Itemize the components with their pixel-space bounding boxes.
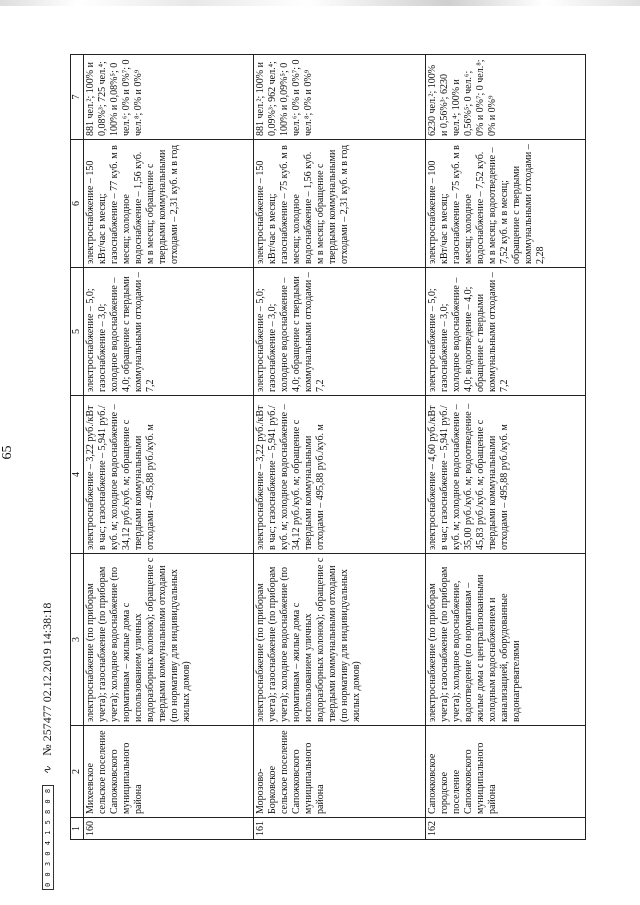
column-header: 7 (71, 55, 84, 140)
row-number: 162 (426, 818, 586, 840)
tariffs-cell: электроснабжение – 3,22 руб./кВт в час; газоснабжение – 5,941 руб./куб. м; холодное водоснабжение – 34,12 руб./куб. м; обращение с твердыми коммунальными отходами – 495,88 руб./куб. м (84, 396, 254, 554)
scan-edge-noise (0, 0, 640, 6)
growth-cell: электроснабжение – 5,0; газоснабжение – 3,0; холодное водоснабжение – 4,0; водоотведение – 4,0; обращение с твердыми коммунальными отходами – 7,2 (426, 268, 586, 396)
document-code: 0 0 3 0 4 1 5 8 0 8 (42, 785, 54, 890)
column-header: 4 (71, 396, 84, 554)
column-header: 6 (71, 140, 84, 268)
services-cell: электроснабжение (по приборам учета); газоснабжение (по приборам учета); холодное водоснабжение, водоотведение (по нормативам – жилые дома с централизованными холодным водоснабжением и канализацией, оборудованные водонагревателями (426, 554, 586, 726)
volumes-cell: электроснабжение – 150 кВт/час в месяц; газоснабжение – 75 куб. м в месяц; холодное водоснабжение – 1,56 куб. м в месяц; обращение с твердыми коммунальными отходами – 2,31 куб. м в год (254, 140, 426, 268)
services-cell: электроснабжение (по приборам учета); газоснабжение (по приборам учета); холодное водоснабжение (по нормативам – жилые дома с использованием уличных водоразборных колонок); обращение с твердыми коммунальными отходами (по нормативу для индивидуальных жилых домов) (254, 554, 426, 726)
population-cell: 881 чел.²; 100% и 0,08%³; 725 чел.⁴; 100% и 0,08%⁵; 0 чел.⁶; 0% и 0%⁷; 0 чел.⁸; 0% и 0%⁹ (84, 55, 254, 140)
population-cell: 881 чел.²; 100% и 0,09%³; 962 чел.⁴; 100% и 0,09%⁵; 0 чел.⁶; 0% и 0%⁷; 0 чел.⁸; 0% и 0%⁹ (254, 55, 426, 140)
municipality-cell: Морозово-Борковское сельское поселение Сапожковского муниципального района (254, 726, 426, 818)
header-row (71, 55, 84, 840)
tariffs-cell: электроснабжение – 4,60 руб./кВт в час; газоснабжение – 5,941 руб./куб. м; холодное водоснабжение – 35,00 руб./куб. м; водоотведение – 45,83 руб./куб. м; обращение с твердыми коммунальными отходами – 495,88 руб./куб. м (426, 396, 586, 554)
page-number: 65 (0, 445, 15, 460)
column-header: 2 (71, 726, 84, 818)
volumes-cell: электроснабжение – 150 кВт/час в месяц; газоснабжение – 77 куб. м в месяц; холодное водоснабжение – 1,56 куб. м в месяц; обращение с твердыми коммунальными отходами – 2,31 куб. м в год (84, 140, 254, 268)
signature-mark: ∿ (42, 765, 54, 775)
tariffs-cell: электроснабжение – 3,22 руб./кВт в час; газоснабжение – 5,941 руб./куб. м; холодное водоснабжение – 34,12 руб./куб. м; обращение с твердыми коммунальными отходами – 495,88 руб./куб. м (254, 396, 426, 554)
municipality-cell: Сапожковское городское поселение Сапожковского муниципального района (426, 726, 586, 818)
document-footer (40, 603, 55, 890)
row-number: 160 (84, 818, 254, 840)
column-header: 3 (71, 554, 84, 726)
growth-cell: электроснабжение – 5,0; газоснабжение – 3,0; холодное водоснабжение – 4,0; обращение с твердыми коммунальными отходами – 7,2 (84, 268, 254, 396)
tariff-table (70, 54, 586, 840)
document-serial: № 257477 02.12.2019 14:38:18 (40, 602, 54, 756)
municipality-cell: Михеевское сельское поселение Сапожковского муниципального района (84, 726, 254, 818)
column-header: 1 (71, 818, 84, 840)
services-cell: электроснабжение (по приборам учета); газоснабжение (по приборам учета); холодное водоснабжение (по нормативам – жилые дома с использованием уличных водоразборных колонок); обращение с твердыми коммунальными отходами (по нормативу для индивидуальных жилых домов) (84, 554, 254, 726)
volumes-cell: электроснабжение – 100 кВт/час в месяц; газоснабжение – 75 куб. м в месяц; холодное водоснабжение – 7,52 куб. м в месяц; водоотведение – 7,52 куб. м в месяц; обращение с твердыми коммунальными отходами – 2,28 (426, 140, 586, 268)
table-row (84, 55, 254, 840)
table-row (426, 55, 586, 840)
table-row (254, 55, 426, 840)
column-header: 5 (71, 268, 84, 396)
rotated-table-container (70, 55, 630, 840)
population-cell: 6230 чел.²; 100% и 0,56%³; 6230 чел.⁴; 100% и 0,56%⁵; 0 чел.⁶; 0% и 0%⁷; 0 чел.⁸; 0% и 0%⁹ (426, 55, 586, 140)
row-number: 161 (254, 818, 426, 840)
growth-cell: электроснабжение – 5,0; газоснабжение – 3,0; холодное водоснабжение – 4,0; обращение с твердыми коммунальными отходами – 7,2 (254, 268, 426, 396)
